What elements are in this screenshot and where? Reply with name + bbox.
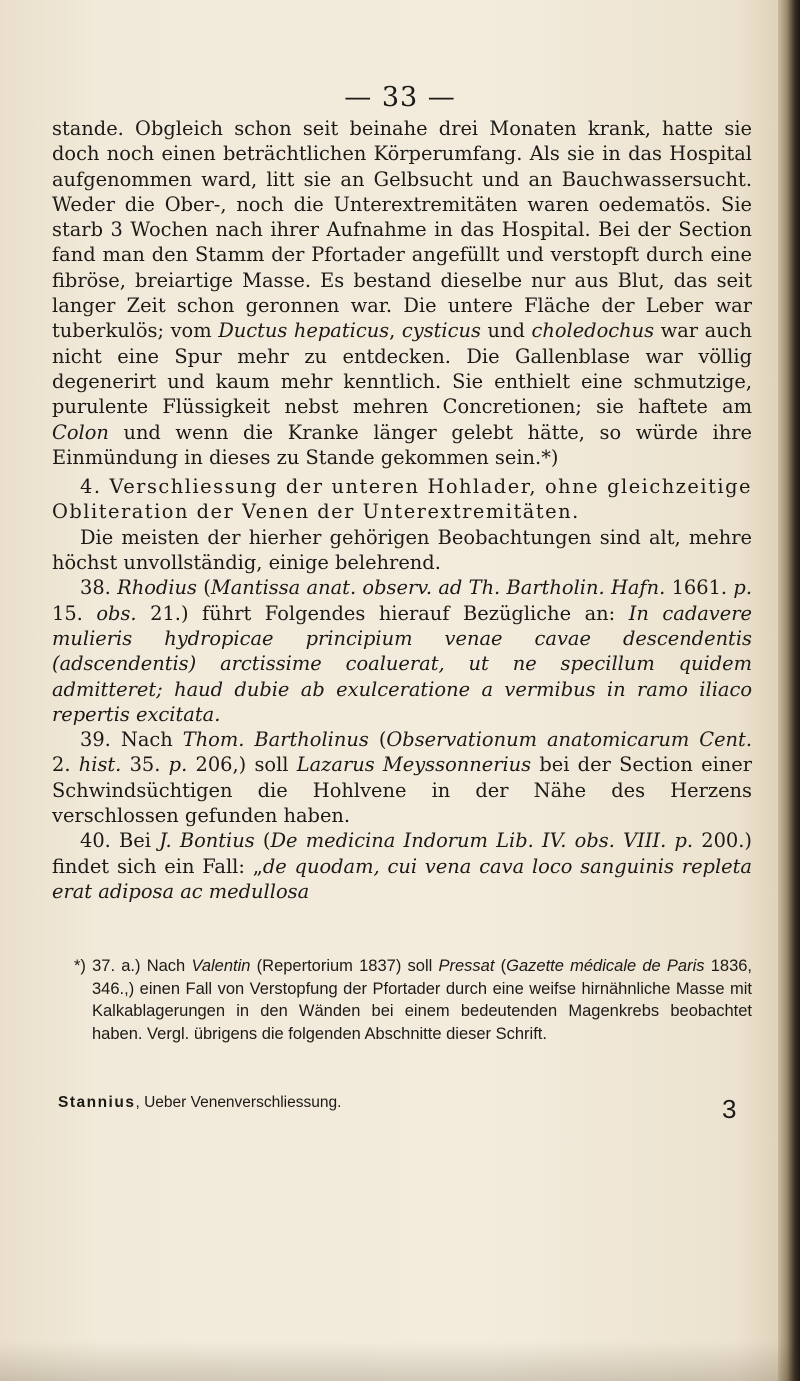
text-run: 4. Verschliessung der unteren Hohlader, ohne gleichzeitige Obliteration der Venen der Unterextremitäten. (52, 475, 752, 524)
italic-text: Valentin (191, 957, 251, 975)
footnote (52, 955, 752, 1045)
paragraph (52, 575, 752, 727)
book-binding-edge (778, 0, 800, 1381)
text-run: ( (254, 829, 271, 853)
text-run: stande. Obgleich schon seit beinahe drei Monaten krank, hatte sie doch noch einen beträchtlichen Körperumfang. Als sie in das Hospital aufgenommen ward, litt sie an Gelbsucht und an Bauchwassersucht. Weder die Ober-, noch die Unterextremitäten waren oedematös. Sie starb 3 Wochen nach ihrer Aufnahme in das Hospital. Bei der Section fand man den Stamm der Pfortader angefüllt und verstopft durch eine fibröse, breiartige Masse. Es bestand dieselbe nur aus Blut, das seit langer Zeit schon geronnen war. Die untere Fläche der Leber war tuberkulös; vom (52, 117, 752, 343)
italic-text: de quodam, cui vena cava loco sanguinis repleta erat adiposa ac medullosa (52, 854, 752, 903)
italic-text: p. (733, 576, 752, 600)
italic-text: Rhodius (117, 576, 197, 600)
paragraph (52, 525, 752, 576)
text-run: (Repertorium 1837) soll (250, 957, 439, 975)
italic-text: hist. (78, 753, 122, 777)
text-run: 35. (121, 753, 169, 777)
italic-text: Gazette médicale de Paris (506, 957, 705, 975)
italic-text: Ductus hepaticus (218, 319, 390, 343)
page-number: — 33 — (344, 82, 456, 113)
italic-text: Colon (52, 420, 109, 444)
italic-text: Thom. Bartholinus (182, 728, 369, 752)
text-run: 1836, 346.,) einen Fall von Verstopfung der Pfortader durch eine weifse hirnähnliche Masse mit Kalkablagerungen in den Wänden bei einem bedeutenden Magenkrebs beobachtet haben. Vergl. übrigens die folgenden Abschnitte dieser Schrift. (92, 957, 753, 1043)
paragraph (52, 727, 752, 828)
sheet-number: 3 (722, 1094, 737, 1124)
paragraph (52, 828, 752, 904)
paragraph (52, 116, 752, 470)
text-run: 15. (52, 601, 97, 625)
text-run: und wenn die Kranke länger gelebt hätte, so würde ihre Einmündung in dieses zu Stande gekommen sein.*) (52, 420, 752, 469)
italic-text: De medicina Indorum Lib. IV. obs. VIII. (270, 829, 667, 853)
italic-text: In cadavere mulieris hydropicae principium venae cavae descendentis (adscendentis) arctissime coaluerat, ut ne specillum quidem admitteret; haud dubie ab exulceratione a vermibus in ramo iliaco repertis excitata. (52, 601, 752, 726)
text-run: 39. Nach (80, 728, 183, 752)
italic-text: obs. (96, 601, 137, 625)
text-run: Die meisten der hierher gehörigen Beobachtungen sind alt, mehre höchst unvollständig, einige belehrend. (52, 525, 752, 575)
text-run: 38. (80, 576, 118, 600)
italic-text: choledochus (531, 319, 655, 343)
signature-line (58, 1094, 758, 1112)
text-run: 1661. (665, 576, 734, 600)
italic-text: Observationum anatomicarum Cent. (386, 728, 752, 752)
text-run: 200.) findet sich ein Fall: „ (52, 829, 752, 878)
text-run: und (480, 319, 532, 343)
signature-author: Stannius (58, 1094, 136, 1111)
italic-text: Pressat (438, 957, 495, 975)
text-run: *) 37. a.) Nach (74, 957, 192, 975)
main-text (52, 116, 752, 904)
italic-text: p. (168, 753, 188, 777)
text-run: 21.) führt Folgendes hierauf Bezügliche an: (136, 601, 629, 625)
text-run: ( (368, 728, 387, 752)
text-run: ( (196, 576, 211, 600)
italic-text: cysticus (401, 319, 481, 343)
signature-title: , Ueber Venenverschliessung. (135, 1094, 342, 1111)
page-shadow (0, 1341, 800, 1381)
italic-text: J. Bontius (159, 829, 255, 853)
footnote-text (52, 955, 752, 1045)
text-run: 2. (52, 753, 79, 777)
text-run: ( (494, 957, 507, 975)
italic-text: p. (674, 829, 694, 853)
text-run: 206,) soll (187, 753, 297, 777)
text-run: , (389, 319, 402, 343)
text-run: 40. Bei (80, 829, 160, 853)
italic-text: Mantissa anat. observ. ad Th. Bartholin. Hafn. (210, 576, 666, 600)
text-run: bei der Section einer Schwindsüchtigen die Hohlvene in der Nähe des Herzens verschlossen gefunden haben. (52, 753, 753, 828)
text-run: war auch nicht eine Spur mehr zu entdecken. Die Gallenblase war völlig degenerirt und kaum mehr kenntlich. Sie enthielt eine schmutzige, purulente Flüssigkeit nebst mehren Concretionen; sie haftete am (52, 319, 753, 419)
section-heading (52, 474, 752, 525)
italic-text: Lazarus Meyssonnerius (296, 753, 532, 777)
